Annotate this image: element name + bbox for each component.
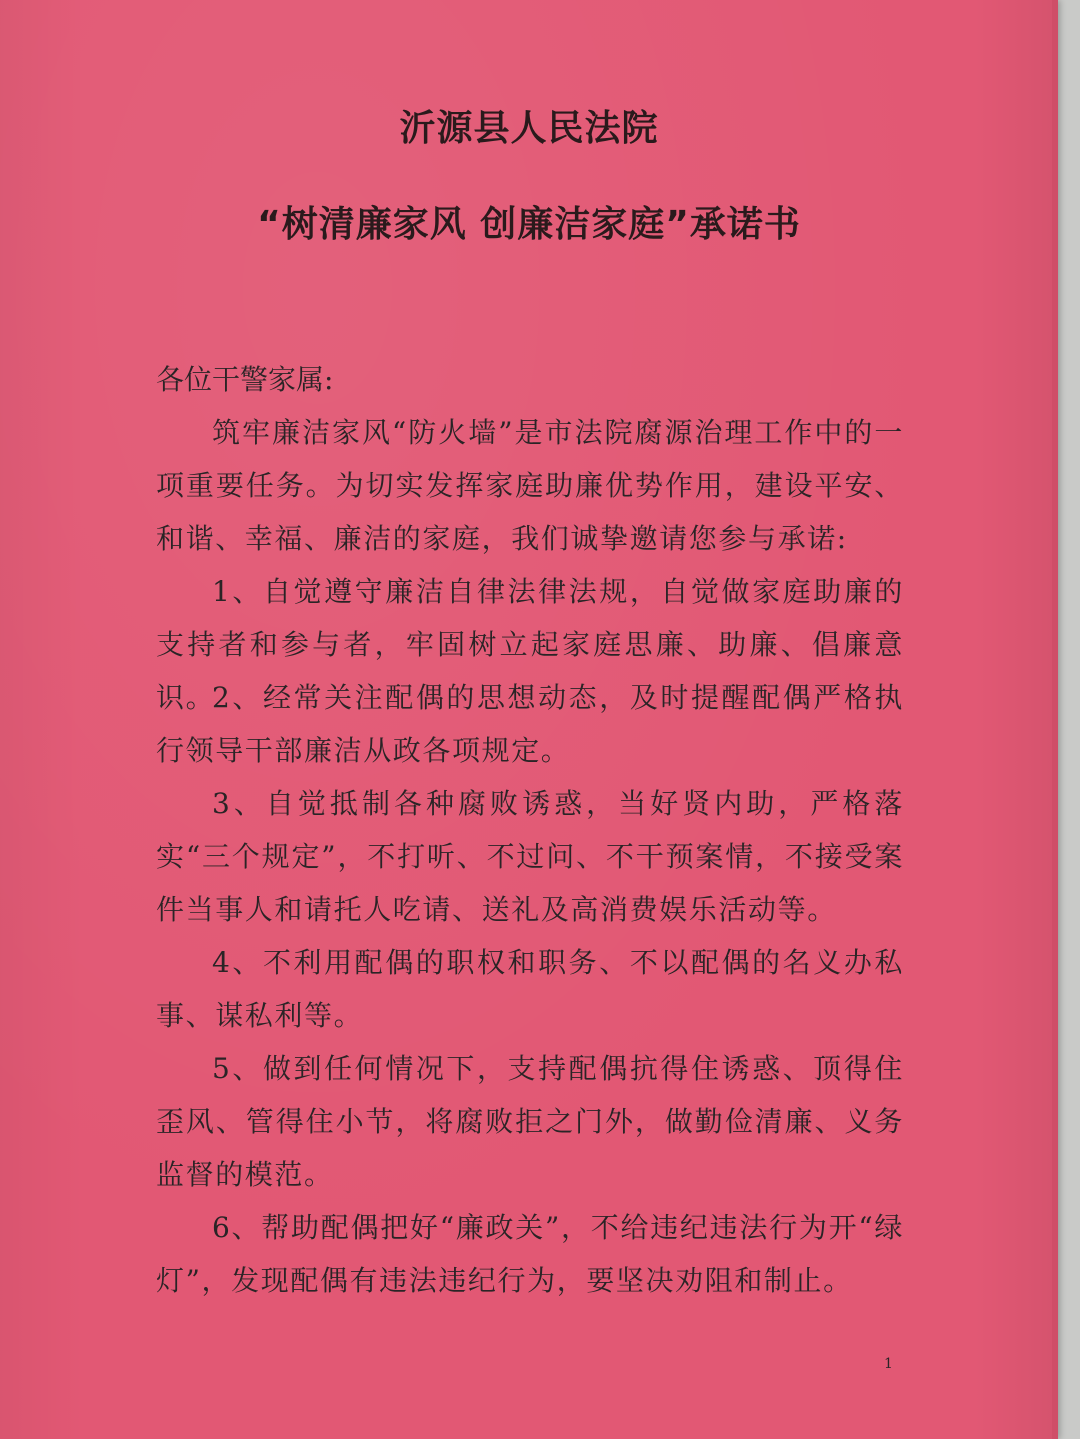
document-title-court: 沂源县人民法院 [399, 108, 659, 149]
document-title-pledge: “树清廉家风 创廉洁家庭”承诺书 [257, 204, 801, 245]
pledge-item-1: 1、自觉遵守廉洁自律法律法规，自觉做家庭助廉的支持者和参与者，牢固树立起家庭思廉、助廉、倡廉意识。 [156, 575, 904, 714]
page-number: 1 [884, 1356, 893, 1372]
intro-paragraph: 筑牢廉洁家风“防火墙”是市法院腐源治理工作中的一项重要任务。为切实发挥家庭助廉优势作用，建设平安、和谐、幸福、廉洁的家庭，我们诚挚邀请您参与承诺: [156, 416, 904, 555]
pledge-item-5: 5、做到任何情况下，支持配偶抗得住诱惑、顶得住歪风、管得住小节，将腐败拒之门外，做勤俭清廉、义务监督的模范。 [156, 1052, 904, 1191]
pledge-item-3: 3、自觉抵制各种腐败诱惑，当好贤内助，严格落实“三个规定”，不打听、不过问、不干预案情，不接受案件当事人和请托人吃请、送礼及高消费娱乐活动等。 [156, 787, 904, 926]
pledge-item-4: 4、不利用配偶的职权和职务、不以配偶的名义办私事、谋私利等。 [156, 946, 904, 1032]
pledge-item-2: 2、经常关注配偶的思想动态，及时提醒配偶严格执行领导干部廉洁从政各项规定。 [156, 681, 904, 767]
salutation: 各位干警家属: [156, 363, 334, 396]
pledge-item-6: 6、帮助配偶把好“廉政关”，不给违纪违法行为开“绿灯”，发现配偶有违法违纪行为，要坚决劝阻和制止。 [156, 1211, 904, 1297]
